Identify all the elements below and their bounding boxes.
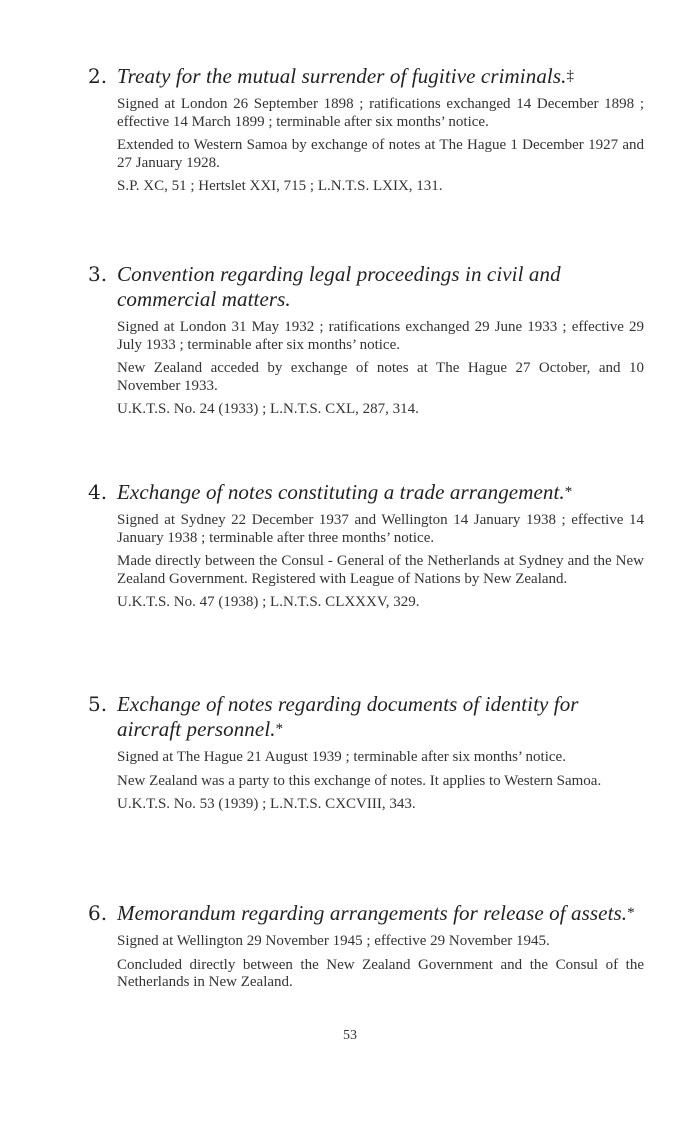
treaty-entry-5: [88, 692, 644, 814]
footnote-mark: ‡: [566, 68, 574, 84]
footnote-mark: *: [564, 484, 573, 500]
entry-paragraph: New Zealand was a party to this exchange of notes. It applies to Western Samoa.: [117, 772, 602, 789]
treaty-entry-3: [88, 262, 644, 419]
entry-reference: S.P. XC, 51 ; Hertslet XXI, 715 ; L.N.T.S. LXIX, 131.: [117, 178, 443, 194]
footnote-mark: *: [627, 905, 635, 921]
entry-heading: [88, 901, 644, 926]
entry-heading: [88, 64, 644, 89]
entry-reference: U.K.T.S. No. 47 (1938) ; L.N.T.S. CLXXXV, 329.: [117, 594, 420, 610]
entry-paragraph: Signed at London 31 May 1932 ; ratifications exchanged 29 June 1933 ; effective 29 July 1933 ; terminable after six months’ notice.: [117, 319, 644, 353]
entry-paragraph: Made directly between the Consul - General of the Netherlands at Sydney and the New Zealand Government. Registered with League of Nations by New Zealand.: [117, 553, 644, 587]
entry-reference: U.K.T.S. No. 53 (1939) ; L.N.T.S. CXCVIII, 343.: [117, 796, 416, 812]
entry-number: 2.: [88, 64, 108, 88]
entry-paragraph: Signed at Wellington 29 November 1945 ; effective 29 November 1945.: [117, 933, 550, 949]
treaty-entry-4: [88, 480, 644, 612]
entry-paragraph: Concluded directly between the New Zealand Government and the Consul of the Netherlands in New Zealand.: [117, 956, 644, 990]
entry-paragraph: Signed at London 26 September 1898 ; ratifications exchanged 14 December 1898 ; effective 14 March 1899 ; terminable after six months’ notice.: [117, 96, 644, 130]
entry-number: 3.: [88, 262, 108, 286]
entry-paragraph: Signed at Sydney 22 December 1937 and Wellington 14 January 1938 ; effective 14 January 1938 ; terminable after three months’ notice.: [117, 512, 644, 546]
entry-title: Treaty for the mutual surrender of fugitive criminals.: [117, 64, 567, 88]
entry-heading: [88, 262, 644, 312]
entry-title: Memorandum regarding arrangements for release of assets.: [117, 901, 628, 925]
treaty-entry-6: [88, 901, 644, 998]
entry-number: 6.: [88, 901, 108, 925]
entry-paragraph: Signed at The Hague 21 August 1939 ; terminable after six months’ notice.: [117, 749, 566, 765]
entry-reference: U.K.T.S. No. 24 (1933) ; L.N.T.S. CXL, 287, 314.: [117, 401, 419, 417]
entry-title: Convention regarding legal proceedings in civil and commercial matters.: [117, 262, 561, 311]
treaty-entry-2: [88, 64, 644, 196]
footnote-mark: *: [275, 721, 284, 737]
entry-paragraph: New Zealand acceded by exchange of notes at The Hague 27 October, and 10 November 1933.: [117, 360, 644, 394]
entry-heading: [88, 480, 644, 505]
entry-title: Exchange of notes constituting a trade arrangement.: [117, 480, 565, 504]
page-number: 53: [343, 1028, 357, 1043]
entry-number: 4.: [88, 480, 108, 504]
entry-heading: [88, 692, 644, 742]
entry-paragraph: Extended to Western Samoa by exchange of notes at The Hague 1 December 1927 and 27 January 1928.: [117, 137, 644, 171]
entry-title: Exchange of notes regarding documents of identity for aircraft personnel.: [117, 692, 579, 741]
entry-number: 5.: [88, 692, 108, 716]
